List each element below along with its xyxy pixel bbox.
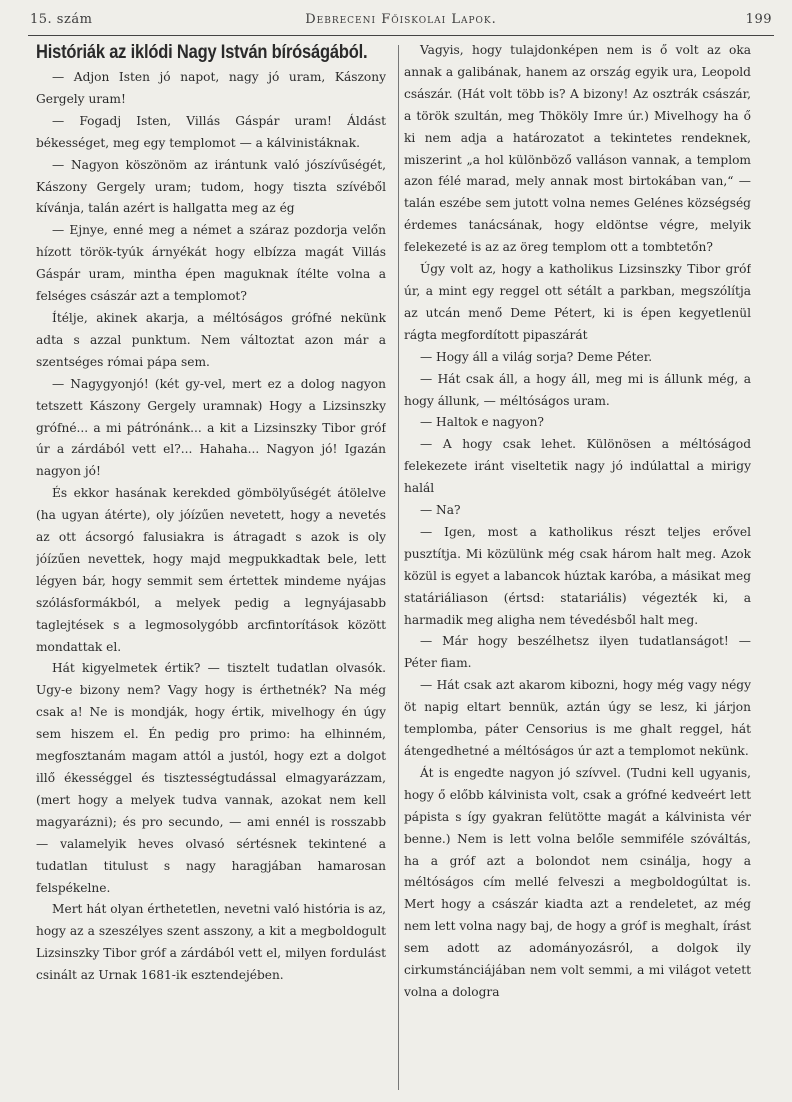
- article-title: Históriák az iklódi Nagy István bíróságából.: [36, 41, 368, 63]
- paragraph: Át is engedte nagyon jó szívvel. (Tudni kell ugyanis, hogy ő előbb kálvinista volt, csak a grófné kedveért lett pápista s így gyakran felütötte magát a kálvinista vér benne.) Nem is lett volna belőle semmiféle szóváltás, ha a gróf azt a bolondot nem csinálja, hogy a méltóságos cím mellé felveszi a megboldogúltat is. Mert hogy a császár kiadta azt a rendeletet, az még nem lett volna nagy baj, de hogy a gróf is meghalt, írást sem adott az adományozásról, a dolgok ily cirkumstánciájában nem volt semmi, a mi világot vetett volna a dologra: [404, 765, 751, 999]
- running-header: [30, 12, 772, 32]
- paragraph: — Haltok e nagyon?: [420, 415, 544, 430]
- paragraph: Hát kigyelmetek értik? — tisztelt tudatlan olvasók. Ugy-e bizony nem? Vagy hogy is érthetnék? Na még csak a! Ne is mondják, hogy értik, mivelhogy én úgy sem hiszem el. Én pedig pro primo: ha elhinném, megfosztanám magam attól a justól, hogy ezt a dolgot illő ékességgel és tisztességtudással elmagyarázzam, (mert hogy a melyek tudva vannak, azokat nem kell magyarázni); és pro secundo, — ami ennél is rosszabb — valamelyik heves olvasó sértésnek tekintené a tudatlan titulust s nagy haragjában hamarosan felspékelne.: [36, 661, 386, 895]
- paragraph: — Fogadj Isten, Villás Gáspár uram! Áldást békességet, meg egy templomot — a kálvinistáknak.: [36, 113, 386, 150]
- right-column: [404, 40, 751, 1095]
- paragraph: — Már hogy beszélhetsz ilyen tudatlanságot! — Péter fiam.: [404, 634, 751, 671]
- paragraph: — Adjon Isten jó napot, nagy jó uram, Kászony Gergely uram!: [36, 70, 386, 106]
- paragraph: — Ejnye, enné meg a német a száraz pozdorja velőn hízott török-tyúk árnyékát hogy elbízza magát Villás Gáspár uram, mintha épen maguknak ítélte volna a felséges császár azt a templomot?: [36, 223, 386, 304]
- paragraph: — Nagyon köszönöm az irántunk való jószívűségét, Kászony Gergely uram; tudom, hogy tiszta szívéből kívánja, talán azért is hallgatta meg az ég: [36, 157, 386, 216]
- paragraph: — Hát csak azt akarom kibozni, hogy még vagy négy öt napig eltart bennük, aztán úgy se lesz, ki járjon templomba, páter Censorius is me ghalt reggel, hát átengedhetné a méltóságos úr azt a templomot nekünk.: [404, 678, 751, 758]
- paragraph: Vagyis, hogy tulajdonképen nem is ő volt az oka annak a galibának, hanem az ország egyik ura, Leopold császár. (Hát volt több is? A bizony! Az osztrák császár, a török szultán, meg Thököly Imre úr.) Mivelhogy ha ő ki nem adja a határozatot a tekintetes rendeknek, miszerint „a hol különböző valláson vannak, a templom azon félé marad, mely annak most birtokában van,“ — talán eszébe sem jutott volna nemes Gelénes községség érdemes tanácsának, hogy eldöntse végre, melyik felekezeté is az az öreg templom ott a tombtetőn?: [404, 43, 751, 255]
- paragraph: — Hogy áll a világ sorja? Deme Péter.: [420, 349, 653, 364]
- paragraph: Mert hát olyan érthetetlen, nevetni való história is az, hogy az a szeszélyes szent asszony, a kit a megboldogult Lizsinszky Tibor gróf a zárdából vett el, milyen fordulást csinált az Urnak 1681-ik esztendejében.: [36, 902, 386, 983]
- paragraph: — A hogy csak lehet. Különösen a méltóságod felekezete iránt viseltetik nagy jó indúlattal a mirigy halál: [404, 437, 751, 496]
- paragraph: Ítélje, akinek akarja, a méltóságos grófné nekünk adta s azzal punktum. Nem változtat azon már a szentséges római pápa sem.: [36, 310, 386, 369]
- journal-title: Debreceni Főiskolai Lapok.: [305, 12, 497, 27]
- paragraph: — Nagygyonjó! (két gy-vel, mert ez a dolog nagyon tetszett Kászony Gergely uramnak) Hogy a Lizsinszky grófné... a mi pátrónánk... a kit a Lizsinszky Tibor gróf úr a zárdából vett el?... Hahaha... Nagyon jó! Igazán nagyon jó!: [36, 376, 386, 479]
- left-column: [36, 40, 386, 1095]
- paragraph: És ekkor hasának kerekded gömbölyűségét átölelve (ha ugyan átérte), oly jóízűen nevetett, hogy a nevetés az ott ácsorgó falusiakra is átragadt s azok is oly jóízűen nevettek, hogy majd megpukkadtak bele, lett légyen bár, hogy semmit sem értettek mindeme nyájas szólásformákból, a melyek pedig a legnyájasabb taglejtések s a legmosolygóbb arcfintorítások között mondattak el.: [36, 486, 386, 654]
- paragraph: — Hát csak áll, a hogy áll, meg mi is állunk még, a hogy állunk, — méltóságos uram.: [404, 371, 751, 408]
- column-divider: [398, 45, 399, 1090]
- page-number: 199: [745, 12, 772, 27]
- paragraph: — Igen, most a katholikus részt teljes erővel pusztítja. Mi közülünk még csak három halt meg. Azok közül is egyet a labancok húztak karóba, a másikat meg statáriáliason (értsd: statariális) végezték ki, a harmadik meg aligha nem tévedésből halt meg.: [404, 524, 751, 627]
- paragraph: — Na?: [420, 503, 461, 518]
- paragraph: Úgy volt az, hogy a katholikus Lizsinszky Tibor gróf úr, a mint egy reggel ott sétált a parkban, megszólítja az utcán menő Deme Pétert, ki is épen kegyetlenül rágta megfordított pipaszárát: [404, 262, 751, 342]
- issue-number: 15. szám: [30, 12, 93, 27]
- header-rule: [28, 35, 774, 36]
